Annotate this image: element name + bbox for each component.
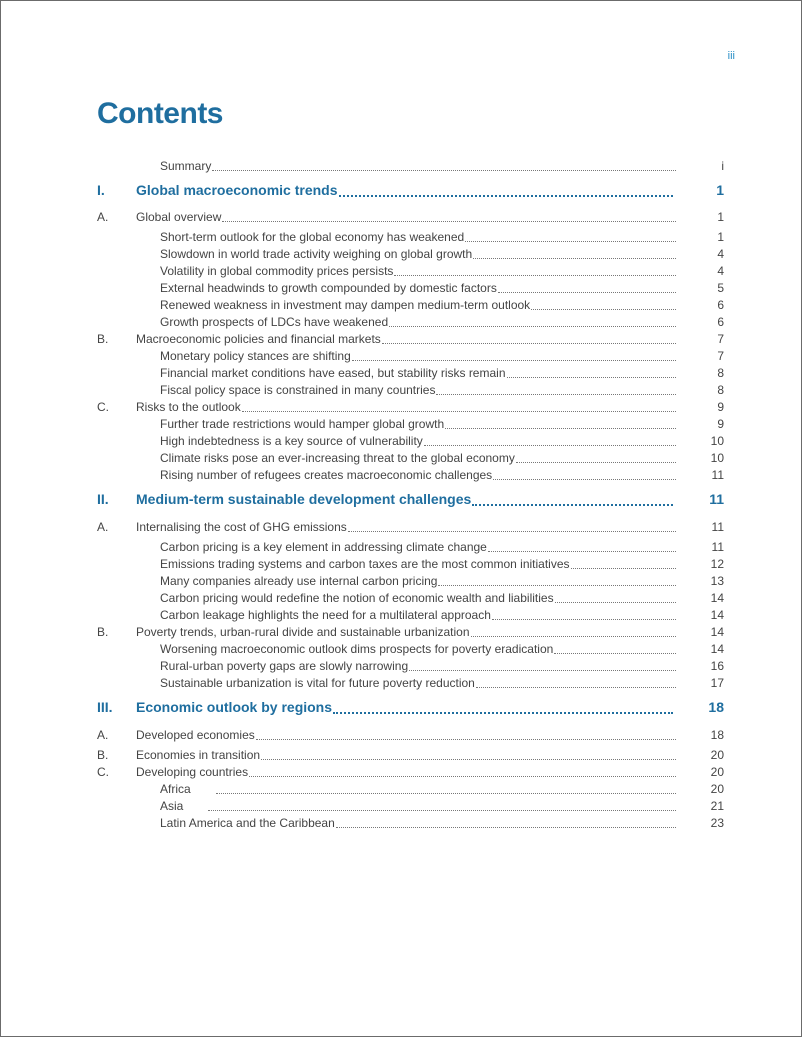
toc-entry-title: Africa — [160, 782, 191, 796]
dot-leader — [333, 699, 673, 714]
toc-entry-title: Carbon pricing would redefine the notion of economic wealth and liabilities — [160, 591, 554, 605]
toc-page-number: 6 — [717, 298, 724, 312]
toc-subsection-entry[interactable] — [1, 298, 801, 315]
dot-leader — [445, 417, 676, 429]
toc-section-entry[interactable] — [1, 765, 801, 782]
dot-leader — [424, 434, 676, 446]
toc-subsection-entry[interactable] — [1, 264, 801, 281]
toc-entry-title: Economies in transition — [136, 748, 261, 762]
dot-leader — [339, 182, 674, 197]
toc-subsection-entry[interactable] — [1, 557, 801, 574]
toc-page-number: 17 — [710, 676, 724, 690]
toc-page-number: 11 — [709, 491, 724, 507]
toc-entry-title: Short-term outlook for the global economy has weakened — [160, 230, 465, 244]
toc-entry-number: A. — [97, 728, 109, 742]
toc-entry-number: III. — [97, 699, 113, 715]
toc-entry-title: Many companies already use internal carbon pricing — [160, 574, 438, 588]
toc-subsection-entry[interactable] — [1, 247, 801, 264]
toc-entry-number: I. — [97, 182, 105, 198]
dot-leader — [389, 315, 676, 327]
dot-leader — [348, 520, 676, 532]
toc-page-number: 12 — [710, 557, 724, 571]
toc-section-entry[interactable] — [1, 728, 801, 745]
toc-entry-title: Latin America and the Caribbean — [160, 816, 335, 830]
toc-page-number: 8 — [717, 366, 724, 380]
toc-entry-number: B. — [97, 625, 109, 639]
toc-entry-title: Poverty trends, urban-rural divide and sustainable urbanization — [136, 625, 470, 639]
dot-leader — [436, 383, 676, 395]
toc-page-number: 20 — [710, 782, 724, 796]
toc-subsection-entry[interactable] — [1, 434, 801, 451]
toc-page-number: 18 — [708, 699, 724, 715]
toc-entry-title: Economic outlook by regions — [136, 699, 333, 715]
dot-leader — [212, 159, 676, 171]
toc-page-number: 7 — [717, 332, 724, 346]
toc-page-number: 1 — [716, 182, 724, 198]
dot-leader — [336, 816, 676, 828]
toc-entry-title: Asia — [160, 799, 184, 813]
toc-subsection-entry[interactable] — [1, 468, 801, 485]
toc-entry-title: Developing countries — [136, 765, 249, 779]
toc-subsection-entry[interactable] — [1, 816, 801, 833]
dot-leader — [249, 765, 676, 777]
toc-subsection-entry[interactable] — [1, 281, 801, 298]
toc-entry-title: Carbon leakage highlights the need for a multilateral approach — [160, 608, 491, 622]
toc-page-number: 13 — [710, 574, 724, 588]
toc-entry-title: Fiscal policy space is constrained in many countries — [160, 383, 436, 397]
toc-subsection-entry[interactable] — [1, 642, 801, 659]
dot-leader — [492, 608, 676, 620]
dot-leader — [216, 782, 676, 794]
toc-entry-title: Rising number of refugees creates macroeconomic challenges — [160, 468, 493, 482]
dot-leader — [409, 659, 676, 671]
toc-page-number: 23 — [710, 816, 724, 830]
dot-leader — [394, 264, 676, 276]
toc-subsection-entry[interactable] — [1, 591, 801, 608]
toc-section-entry[interactable] — [1, 748, 801, 765]
toc-subsection-entry[interactable] — [1, 574, 801, 591]
toc-page-number: 20 — [710, 748, 724, 762]
toc-page-number: 20 — [710, 765, 724, 779]
toc-section-entry[interactable] — [1, 210, 801, 227]
toc-chapter-entry[interactable] — [1, 182, 801, 202]
page-number: iii — [727, 50, 735, 62]
toc-entry-title: Carbon pricing is a key element in addressing climate change — [160, 540, 487, 554]
dot-leader — [261, 748, 676, 760]
dot-leader — [473, 247, 676, 259]
toc-page-number: 11 — [711, 540, 724, 554]
toc-page-number: 7 — [717, 349, 724, 363]
toc-page-number: 10 — [710, 434, 724, 448]
toc-entry-title: Rural-urban poverty gaps are slowly narrowing — [160, 659, 409, 673]
toc-entry-title: Developed economies — [136, 728, 255, 742]
toc-section-entry[interactable] — [1, 332, 801, 349]
toc-subsection-entry[interactable] — [1, 383, 801, 400]
dot-leader — [571, 557, 676, 569]
toc-page-number: 14 — [710, 608, 724, 622]
toc-page-number: 14 — [710, 642, 724, 656]
dot-leader — [208, 799, 676, 811]
toc-page-number: 6 — [717, 315, 724, 329]
toc-section-entry[interactable] — [1, 625, 801, 642]
toc-subsection-entry[interactable] — [1, 230, 801, 247]
toc-entry-title: Growth prospects of LDCs have weakened — [160, 315, 389, 329]
toc-subsection-entry[interactable] — [1, 608, 801, 625]
toc-subsection-entry[interactable] — [1, 366, 801, 383]
toc-entry-title: Global overview — [136, 210, 222, 224]
toc-entry-title: Renewed weakness in investment may dampen medium-term outlook — [160, 298, 531, 312]
toc-page-number: 1 — [717, 210, 724, 224]
dot-leader — [516, 451, 676, 463]
dot-leader — [507, 366, 677, 378]
page-title: Contents — [97, 97, 223, 130]
dot-leader — [352, 349, 676, 361]
toc-subsection-entry[interactable] — [1, 676, 801, 693]
toc-page-number: 1 — [717, 230, 724, 244]
dot-leader — [465, 230, 676, 242]
toc-entry-title: Global macroeconomic trends — [136, 182, 338, 198]
toc-entry-number: B. — [97, 332, 109, 346]
toc-entry-number: A. — [97, 210, 109, 224]
toc-page-number: i — [721, 159, 724, 173]
toc-entry-number: C. — [97, 400, 109, 414]
toc-subsection-entry[interactable] — [1, 799, 801, 816]
toc-entry-title: Medium-term sustainable development challenges — [136, 491, 472, 507]
toc-page-number: 18 — [710, 728, 724, 742]
toc-subsection-entry[interactable] — [1, 540, 801, 557]
toc-entry-title: Worsening macroeconomic outlook dims prospects for poverty eradication — [160, 642, 554, 656]
toc-subsection-entry[interactable] — [1, 782, 801, 799]
toc-subsection-entry[interactable] — [1, 159, 801, 176]
toc-subsection-entry[interactable] — [1, 451, 801, 468]
dot-leader — [476, 676, 676, 688]
toc-section-entry[interactable] — [1, 400, 801, 417]
toc-entry-number: B. — [97, 748, 109, 762]
toc-page-number: 9 — [717, 400, 724, 414]
toc-section-entry[interactable] — [1, 520, 801, 537]
toc-entry-number: II. — [97, 491, 109, 507]
dot-leader — [531, 298, 676, 310]
toc-page-number: 11 — [711, 520, 724, 534]
toc-chapter-entry[interactable] — [1, 699, 801, 719]
dot-leader — [438, 574, 676, 586]
dot-leader — [493, 468, 676, 480]
toc-page-number: 14 — [710, 625, 724, 639]
dot-leader — [488, 540, 676, 552]
toc-entry-title: Volatility in global commodity prices persists — [160, 264, 394, 278]
dot-leader — [554, 642, 676, 654]
toc-page-number: 4 — [717, 247, 724, 261]
dot-leader — [222, 210, 676, 222]
toc-page-number: 11 — [711, 468, 724, 482]
toc-entry-title: Emissions trading systems and carbon taxes are the most common initiatives — [160, 557, 570, 571]
toc-page-number: 8 — [717, 383, 724, 397]
toc-entry-title: Financial market conditions have eased, but stability risks remain — [160, 366, 506, 380]
toc-entry-title: Sustainable urbanization is vital for future poverty reduction — [160, 676, 475, 690]
toc-entry-title: Risks to the outlook — [136, 400, 241, 414]
toc-entry-title: Further trade restrictions would hamper global growth — [160, 417, 445, 431]
toc-subsection-entry[interactable] — [1, 349, 801, 366]
toc-subsection-entry[interactable] — [1, 315, 801, 332]
toc-page-number: 10 — [710, 451, 724, 465]
toc-entry-number: C. — [97, 765, 109, 779]
dot-leader — [555, 591, 676, 603]
toc-page-number: 4 — [717, 264, 724, 278]
toc-entry-title: Macroeconomic policies and financial markets — [136, 332, 381, 346]
toc-entry-number: A. — [97, 520, 109, 534]
toc-page-number: 9 — [717, 417, 724, 431]
toc-entry-title: Slowdown in world trade activity weighing on global growth — [160, 247, 473, 261]
toc-page-number: 5 — [717, 281, 724, 295]
toc-subsection-entry[interactable] — [1, 417, 801, 434]
toc-entry-title: Internalising the cost of GHG emissions — [136, 520, 347, 534]
toc-subsection-entry[interactable] — [1, 659, 801, 676]
toc-page-number: 21 — [710, 799, 724, 813]
toc-page-number: 14 — [710, 591, 724, 605]
dot-leader — [498, 281, 676, 293]
dot-leader — [471, 625, 676, 637]
toc-entry-title: External headwinds to growth compounded by domestic factors — [160, 281, 497, 295]
toc-page-number: 16 — [710, 659, 724, 673]
dot-leader — [256, 728, 676, 740]
toc-entry-title: Climate risks pose an ever-increasing threat to the global economy — [160, 451, 515, 465]
toc-entry-title: Monetary policy stances are shifting — [160, 349, 351, 363]
dot-leader — [242, 400, 676, 412]
toc-chapter-entry[interactable] — [1, 491, 801, 511]
toc-entry-title: Summary — [160, 159, 212, 173]
dot-leader — [472, 491, 673, 506]
toc-entry-title: High indebtedness is a key source of vulnerability — [160, 434, 423, 448]
dot-leader — [382, 332, 676, 344]
